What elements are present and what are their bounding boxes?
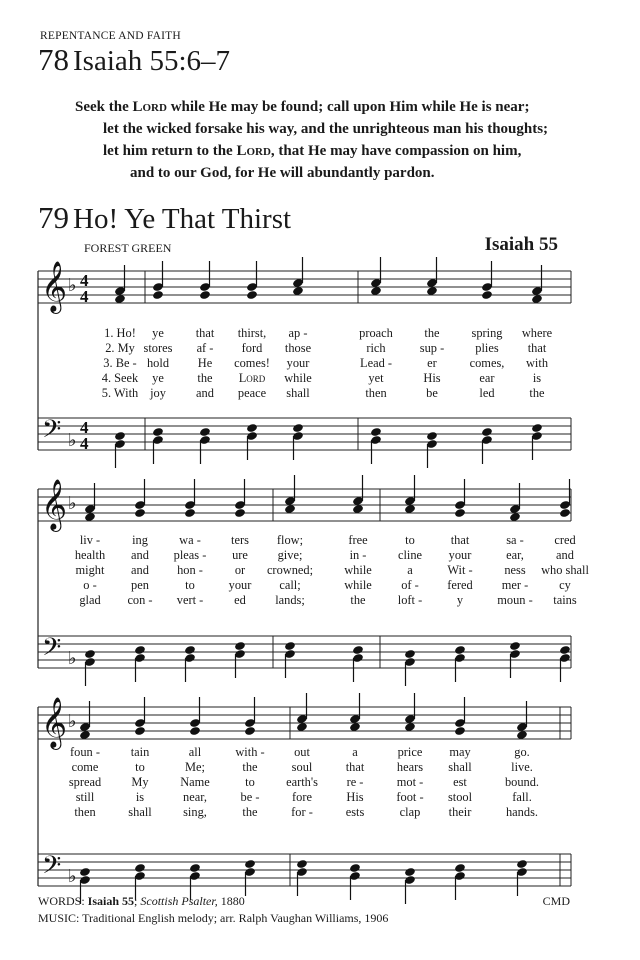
lyric-syllable: yet [368, 371, 384, 385]
lyric-syllable: ing [132, 533, 148, 547]
lyric-syllable: fered [447, 578, 473, 592]
lyric-syllable: tain [130, 745, 150, 759]
reading-line-1: Seek the Lord while He may be found; call upon Him while He is near; [75, 99, 530, 115]
lyric-syllable: and [556, 548, 574, 562]
note-head [234, 508, 246, 518]
lyric-syllable: the [350, 593, 366, 607]
lyric-syllable: call; [279, 578, 301, 592]
lyric-syllable: come [71, 760, 99, 774]
lyric-syllable: fore [292, 790, 312, 804]
lyric-syllable: the [197, 371, 213, 385]
lyric-syllable: who shall [541, 563, 589, 577]
lyric-syllable: Lead - [360, 356, 392, 370]
lyric-syllable: to [405, 533, 415, 547]
lyric-syllable: hold [146, 356, 170, 370]
lyric-syllable: af - [196, 341, 214, 355]
lyric-syllable: a [407, 563, 413, 577]
reading-line-3: let him return to the Lord, that He may have compassion on him, [103, 143, 522, 159]
note-head [426, 431, 438, 441]
lyric-syllable: spread [68, 775, 102, 789]
note-head [454, 508, 466, 518]
lyric-syllable: plies [475, 341, 499, 355]
lyric-syllable: peace [237, 386, 267, 400]
note-head [246, 423, 258, 433]
key-flat: ♭ [68, 275, 77, 296]
lyric-syllable: foot - [396, 790, 424, 804]
time-sig-bottom: 4 [80, 434, 89, 453]
lyric-syllable: 1. Ho! [104, 326, 136, 340]
lyric-syllable: price [397, 745, 423, 759]
key-flat: ♭ [68, 711, 77, 732]
time-sig-bottom: 4 [80, 287, 89, 306]
lyric-syllable: that [195, 326, 215, 340]
lyric-syllable: wa - [179, 533, 201, 547]
lyric-syllable: moun - [497, 593, 533, 607]
lyric-syllable: your [228, 578, 252, 592]
lyric-syllable: led [479, 386, 495, 400]
lyric-syllable: the [242, 805, 258, 819]
note-head [134, 645, 146, 655]
lyric-syllable: cline [397, 548, 423, 562]
key-flat: ♭ [68, 430, 77, 451]
note-head [481, 427, 493, 437]
lyric-syllable: re - [346, 775, 364, 789]
lyric-syllable: Name [180, 775, 210, 789]
lyric-syllable: while [344, 563, 372, 577]
lyric-syllable: ters [231, 533, 249, 547]
lyric-syllable: o - [83, 578, 97, 592]
lyric-syllable: of - [401, 578, 419, 592]
lyric-syllable: while [344, 578, 372, 592]
scripture-reference: Isaiah 55 [484, 234, 558, 255]
lyric-syllable: ap - [288, 326, 308, 340]
lyric-syllable: then [74, 805, 96, 819]
lyric-syllable: go. [514, 745, 530, 759]
section-label: REPENTANCE AND FAITH [40, 30, 181, 42]
lyric-syllable: and [196, 386, 214, 400]
note-head [481, 290, 493, 300]
lyric-syllable: still [75, 790, 95, 804]
lyric-syllable: that [527, 341, 547, 355]
note-head [134, 508, 146, 518]
note-head [134, 863, 146, 873]
lyric-syllable: in - [349, 548, 367, 562]
note-head [234, 641, 246, 651]
key-flat: ♭ [68, 493, 77, 514]
lyric-syllable: sa - [506, 533, 524, 547]
lyric-syllable: the [529, 386, 545, 400]
lyric-syllable: shall [448, 760, 472, 774]
hymn-number: 79 [38, 200, 69, 235]
lyric-syllable: joy [150, 386, 166, 400]
lyric-syllable: that [345, 760, 365, 774]
lyric-syllable: then [365, 386, 387, 400]
note-head [284, 641, 296, 651]
note-head [84, 649, 96, 659]
lyric-syllable: those [284, 341, 312, 355]
lyric-syllable: glad [79, 593, 101, 607]
treble-clef: 𝄞 [41, 697, 68, 748]
lyric-syllable: the [424, 326, 440, 340]
lyric-syllable: all [188, 745, 202, 759]
note-head [370, 427, 382, 437]
note-head [404, 649, 416, 659]
lyric-syllable: is [135, 790, 145, 804]
lyric-syllable: crowned; [266, 563, 314, 577]
lyric-syllable: give; [277, 548, 303, 562]
note-head [244, 726, 256, 736]
music-credit: MUSIC: Traditional English melody; arr. Ralph Vaughan Williams, 1906 [38, 911, 389, 925]
lyric-syllable: His [423, 371, 441, 385]
lyric-syllable: foun - [70, 745, 100, 759]
lyric-syllable: cred [554, 533, 576, 547]
lyric-syllable: and [131, 548, 149, 562]
lyric-syllable: ear, [506, 548, 524, 562]
bass-clef: 𝄢 [42, 415, 62, 450]
lyric-syllable: for - [291, 805, 313, 819]
note-head [199, 427, 211, 437]
bass-clef: 𝄢 [42, 851, 62, 886]
note-head [152, 427, 164, 437]
lyric-syllable: bound. [504, 775, 540, 789]
lyric-syllable: vert - [176, 593, 204, 607]
lyric-syllable: comes! [234, 356, 270, 370]
lyric-syllable: Me; [185, 760, 205, 774]
note-head [246, 290, 258, 300]
words-credit: WORDS: Isaiah 55; Scottish Psalter, 1880 [38, 894, 245, 908]
lyric-syllable: near, [183, 790, 207, 804]
lyric-syllable: 3. Be - [103, 356, 137, 370]
lyric-syllable: mer - [501, 578, 529, 592]
note-head [509, 641, 521, 651]
note-head [516, 859, 528, 869]
note-head [531, 423, 543, 433]
lyric-syllable: hands. [505, 805, 539, 819]
lyric-syllable: where [521, 326, 553, 340]
lyric-syllable: your [286, 356, 310, 370]
lyric-syllable: with - [235, 745, 265, 759]
lyric-syllable: comes, [469, 356, 505, 370]
lyric-syllable: while [284, 371, 312, 385]
lyric-syllable: stores [143, 341, 173, 355]
lyric-syllable: mot - [396, 775, 424, 789]
treble-clef: 𝄞 [41, 261, 68, 312]
lyric-syllable: hon - [177, 563, 203, 577]
lyric-syllable: out [294, 745, 310, 759]
lyric-syllable: is [532, 371, 542, 385]
lyric-syllable: ye [152, 326, 164, 340]
lyric-syllable: hears [396, 760, 424, 774]
bass-clef: 𝄢 [42, 633, 62, 668]
note-head [244, 859, 256, 869]
note-head [349, 863, 361, 873]
reading-line-2: let the wicked forsake his way, and the unrighteous man his thoughts; [103, 121, 549, 137]
lyric-syllable: with [525, 356, 549, 370]
lyric-syllable: er [427, 356, 437, 370]
note-head [79, 867, 91, 877]
lyric-syllable: spring [471, 326, 503, 340]
lyric-syllable: be [426, 386, 438, 400]
lyric-syllable: stool [447, 790, 473, 804]
note-head [454, 726, 466, 736]
lyric-syllable: may [449, 745, 471, 759]
lyric-syllable: ure [232, 548, 248, 562]
lyric-syllable: ye [152, 371, 164, 385]
lyric-syllable: est [453, 775, 467, 789]
lyric-syllable: lands; [275, 593, 305, 607]
note-head [189, 863, 201, 873]
lyric-syllable: His [346, 790, 364, 804]
lyric-syllable: pleas - [173, 548, 207, 562]
lyric-syllable: He [197, 356, 213, 370]
lyric-syllable: shall [286, 386, 310, 400]
time-sig-top: 4 [80, 418, 89, 437]
lyric-syllable: fall. [512, 790, 532, 804]
note-head [404, 867, 416, 877]
meter: CMD [542, 894, 570, 908]
note-head [352, 645, 364, 655]
lyric-syllable: 5. With [101, 386, 139, 400]
note-head [559, 645, 571, 655]
lyric-syllable: sup - [419, 341, 445, 355]
key-flat: ♭ [68, 866, 77, 887]
lyric-syllable: pen [131, 578, 149, 592]
note-head [454, 863, 466, 873]
lyric-syllable: ests [345, 805, 365, 819]
lyric-syllable: to [185, 578, 195, 592]
lyric-syllable: a [352, 745, 358, 759]
note-head [152, 290, 164, 300]
note-head [454, 645, 466, 655]
lyric-syllable: health [74, 548, 106, 562]
reading-line-4: and to our God, for He will abundantly pardon. [130, 165, 435, 181]
note-head [292, 423, 304, 433]
lyric-syllable: rich [366, 341, 386, 355]
lyric-syllable: their [448, 805, 472, 819]
lyric-syllable: or [234, 563, 246, 577]
lyric-syllable: con - [127, 593, 153, 607]
lyric-syllable: earth's [286, 775, 318, 789]
note-head [114, 431, 126, 441]
lyric-syllable: cy [559, 578, 571, 592]
lyric-syllable: live. [511, 760, 533, 774]
lyric-syllable: and [131, 563, 149, 577]
lyric-syllable: ear [479, 371, 495, 385]
lyric-syllable: loft - [397, 593, 423, 607]
lyric-syllable: to [135, 760, 145, 774]
treble-clef: 𝄞 [41, 479, 68, 530]
time-sig-top: 4 [80, 271, 89, 290]
lyric-syllable: thirst, [237, 326, 267, 340]
lyric-syllable: Lord [238, 371, 266, 385]
lyric-syllable: y [456, 593, 464, 607]
lyric-syllable: ford [241, 341, 263, 355]
hymn-title: Ho! Ye That Thirst [73, 203, 292, 235]
tune-name: FOREST GREEN [84, 241, 172, 255]
reading-number: 78 [38, 42, 69, 77]
lyric-syllable: flow; [276, 533, 304, 547]
lyric-syllable: soul [291, 760, 313, 774]
note-head [559, 508, 571, 518]
note-head [189, 726, 201, 736]
note-head [134, 726, 146, 736]
lyric-syllable: Wit - [447, 563, 473, 577]
lyric-syllable: that [450, 533, 470, 547]
note-head [184, 645, 196, 655]
lyric-syllable: shall [128, 805, 152, 819]
lyric-syllable: liv - [79, 533, 101, 547]
lyric-syllable: clap [399, 805, 421, 819]
lyric-syllable: ed [234, 593, 246, 607]
lyric-syllable: My [131, 775, 149, 789]
lyric-syllable: might [75, 563, 105, 577]
lyric-syllable: to [245, 775, 255, 789]
note-head [199, 290, 211, 300]
lyric-syllable: the [242, 760, 258, 774]
note-head [184, 508, 196, 518]
reading-title: Isaiah 55:6–7 [73, 45, 231, 77]
lyric-syllable: proach [359, 326, 393, 340]
lyric-syllable: your [448, 548, 472, 562]
lyric-syllable: 4. Seek [101, 371, 139, 385]
lyric-syllable: be - [240, 790, 260, 804]
lyric-syllable: tains [553, 593, 577, 607]
lyric-syllable: 2. My [105, 341, 135, 355]
key-flat: ♭ [68, 648, 77, 669]
lyric-syllable: free [348, 533, 368, 547]
lyric-syllable: ness [504, 563, 526, 577]
note-head [296, 859, 308, 869]
lyric-syllable: sing, [183, 805, 207, 819]
